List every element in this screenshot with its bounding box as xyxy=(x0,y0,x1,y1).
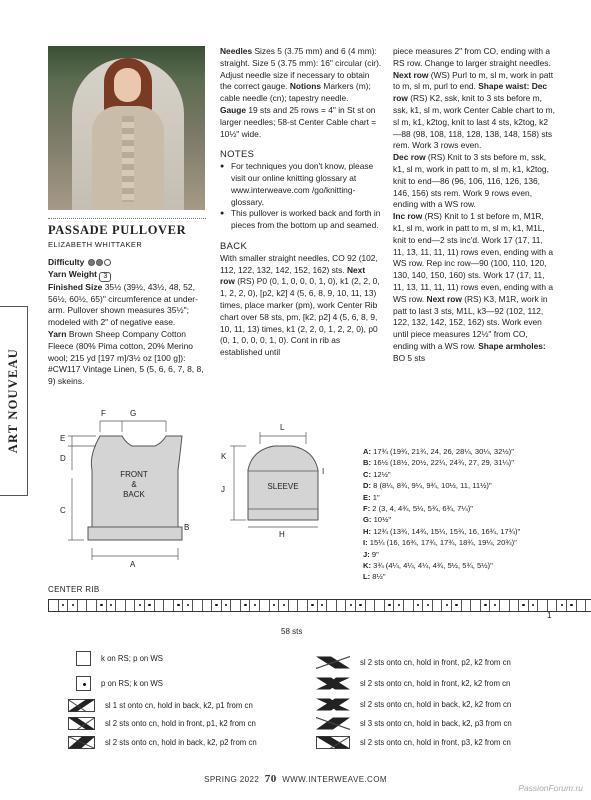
yarn-text: Brown Sheep Company Cotton Fleece (80% Pima cotton, 20% Merino wool; 215 yd [197 m]/3½ oz [100 g]): #CW117 Vintage Linen, 5 (5, 6, 6, 7, 8, 8, 9) skeins. xyxy=(48,328,204,387)
back-text-1: With smaller straight needles, CO 92 (102, 112, 122, 132, 142, 152, 162) sts. xyxy=(220,252,378,275)
chart-cell-purl xyxy=(356,600,366,611)
text-col3-2: (WS) Purl to m, sl m, work in patt to m, sl m, purl to end. xyxy=(393,69,554,92)
measurement-row: E: 1" xyxy=(363,492,380,502)
chart-cell-purl xyxy=(279,600,289,611)
gauge-label: Gauge xyxy=(220,104,247,115)
chart-cell-knit xyxy=(126,600,136,611)
measurement-row: J: 9" xyxy=(363,549,379,559)
chart-cell-purl xyxy=(394,600,404,611)
chart-cell-knit xyxy=(548,600,558,611)
legend-item: p on RS; k on WS xyxy=(76,676,163,691)
chart-cell-knit xyxy=(433,600,443,611)
finished-size-label: Finished Size xyxy=(48,281,103,292)
chart-cell-purl xyxy=(212,600,222,611)
text-col3-6: (RS) K3, M1R, work in patt to last 3 sts, M1L, k3—92 (102, 112, 122, 132, 142, 152, 162) sts. Work even until piece measures 12½" from CO, ending with a WS row. xyxy=(393,293,548,351)
text-col3-5: (RS) Knit to 1 st before m, M1R, k1, sl m, work in patt to m, sl m, k1, M1L, knit to end—2 sts inc'd. Work 17 (17, 11, 11, 13, 11, 11, 11) rows even, ending with a WS row. Rep inc row—90 (100, 110, 120, 130, 140, 150, 160) sts. Work 17 (17, 11, 11, 13, 11, 11, 11) rows even, ending with a WS row. xyxy=(393,211,553,304)
yarn-weight-badge: 3 xyxy=(99,272,111,282)
legend-item: sl 3 sts onto cn, hold in back, k2, p3 from cn xyxy=(316,717,512,730)
chart-cell-knit xyxy=(49,600,59,611)
cable-2-1-right-icon xyxy=(68,699,95,712)
chart-cell-purl xyxy=(250,600,260,611)
dim-I: I xyxy=(322,467,325,476)
cable-2-2-left-p-icon xyxy=(316,656,350,669)
issue-label: SPRING 2022 xyxy=(204,775,260,784)
next-row-label: Next row xyxy=(426,293,462,304)
front-back-line: & xyxy=(131,480,137,489)
chart-cell-purl xyxy=(97,600,107,611)
chart-cell-knit xyxy=(375,600,385,611)
shape-waist-label: Shape waist: Dec row xyxy=(393,81,548,104)
chart-row-number: 1 xyxy=(547,611,552,620)
chart-cell-knit xyxy=(366,600,376,611)
page-footer xyxy=(0,773,591,785)
chart-cell-purl xyxy=(567,600,577,611)
inc-row-label: Inc row xyxy=(393,211,423,222)
shape-armholes-label: Shape armholes: xyxy=(478,340,546,351)
chart-cell-purl xyxy=(557,600,567,611)
chart-cell-knit xyxy=(231,600,241,611)
yarn-label: Yarn xyxy=(48,328,67,339)
next-row-label: Next row xyxy=(393,69,429,80)
chart-cell-purl xyxy=(135,600,145,611)
chart-cell-knit xyxy=(164,600,174,611)
legend-item: sl 2 sts onto cn, hold in front, p3, k2 from cn xyxy=(316,736,511,749)
text-col3-1: piece measures 2" from CO, ending with a RS row. Change to larger straight needles. xyxy=(393,46,551,68)
dim-K: K xyxy=(221,452,227,461)
chart-cell-purl xyxy=(174,600,184,611)
needles-label: Needles xyxy=(220,46,253,56)
note-item: ● For techniques you don't know, please visit our online knitting glossary at www.interweave.com /go/knitting-glossary. xyxy=(220,161,382,208)
dim-L: L xyxy=(280,423,285,432)
yarn-weight-label: Yarn Weight xyxy=(48,268,97,279)
chart-cell-purl xyxy=(308,600,318,611)
chart-cell-purl xyxy=(68,600,78,611)
section-tab-label: ART NOUVEAU xyxy=(6,348,20,454)
chart-cell-purl xyxy=(270,600,280,611)
chart-cell-purl xyxy=(481,600,491,611)
chart-cell-purl xyxy=(490,600,500,611)
back-heading: BACK xyxy=(220,239,248,251)
chart-cell-knit xyxy=(193,600,203,611)
chart-cell-knit xyxy=(327,600,337,611)
measurement-row: G: 10½" xyxy=(363,515,392,525)
cable-2-2-left-icon xyxy=(316,677,350,690)
chart-cell-knit xyxy=(78,600,88,611)
notes-heading: NOTES xyxy=(220,148,255,160)
measurement-row: K: 3¾ (4¼, 4¼, 4¼, 4¾, 5½, 5¾, 5½)" xyxy=(363,561,493,571)
chart-cell-purl xyxy=(241,600,251,611)
legend-item: sl 2 sts onto cn, hold in back, k2, k2 from cn xyxy=(316,698,511,711)
cable-2-1-left-icon xyxy=(68,717,95,730)
measurement-row: B: 16½ (18½, 20½, 22¼, 24¾, 27, 29, 31¼)" xyxy=(363,458,514,468)
notions-label: Notions xyxy=(289,81,322,92)
front-back-line: FRONT xyxy=(120,470,148,479)
chart-cell-knit xyxy=(500,600,510,611)
chart-title: CENTER RIB xyxy=(48,585,100,594)
legend-item: sl 2 sts onto cn, hold in front, k2, k2 from cn xyxy=(316,677,510,690)
chart-cell-purl xyxy=(145,600,155,611)
chart-cell-purl xyxy=(59,600,69,611)
back-text-2: (RS) P0 (0, 1, 0, 0, 0, 1, 0), k1 (2, 2, 0, 1, 2, 2, 0), [p2, k2] 4 (5, 6, 8, 9, 10, 11, 13) times, place marker (pm), work Center Rib chart over 58 sts, pm, [k2, p2] 4 (5, 6, 8, 9, 10, 11, 13) times, k1 (2, 2, 0, 1, 2, 2, 0), p0 (0, 1, 0, 0, 0, 1, 0). Cont in rib as established until xyxy=(220,276,380,358)
pattern-author: ELIZABETH WHITTAKER xyxy=(48,240,143,249)
dim-C: C xyxy=(60,506,66,515)
measurement-row: L: 8½" xyxy=(363,572,386,582)
notions-text: Markers (m); cable needle (cn); tapestry needle. xyxy=(220,81,371,104)
text-col3-4: (RS) Knit to 3 sts before m, ssk, k1, sl m, work in patt to m, sl m, k1, k2tog, knit to end—86 (96, 106, 116, 126, 136, 146, 156) sts rem. Work 9 rows even, ending with a WS row. xyxy=(393,152,549,210)
page-number: 70 xyxy=(264,773,277,785)
chart-cell-purl xyxy=(318,600,328,611)
chart-cell-knit xyxy=(155,600,165,611)
measurement-row: A: 17¾ (19¾, 21¾, 24, 26, 28¼, 30¼, 32½)" xyxy=(363,447,514,456)
chart-cell-knit xyxy=(471,600,481,611)
text-col3-7: BO 5 sts xyxy=(393,352,426,363)
site-label: WWW.INTERWEAVE.COM xyxy=(282,775,387,784)
dim-B: B xyxy=(184,523,190,532)
chart-cell-purl xyxy=(385,600,395,611)
cable-2-2-right-icon xyxy=(68,736,95,749)
chart-cell-purl xyxy=(183,600,193,611)
dim-E: E xyxy=(60,434,66,443)
measurement-row: I: 15¼ (16, 16¾, 17¾, 17¾, 18¾, 19¼, 20¾)" xyxy=(363,538,517,548)
pattern-title: PASSADE PULLOVER xyxy=(48,223,187,237)
watermark: PassionForum.ru xyxy=(518,783,583,793)
finished-size-text: 35½ (39½, 43½, 48, 52, 56½, 60½, 65)" circumference at under-arm. Pullover shown measures 35½"; modeled with 2" of negative ease. xyxy=(48,281,198,328)
dim-J: J xyxy=(221,485,225,494)
measurements-list xyxy=(363,446,563,583)
chart-cell-knit xyxy=(203,600,213,611)
cable-2-2-back-icon xyxy=(316,698,350,711)
measurement-row: D: 8 (8¼, 8¾, 9¼, 9¾, 10½, 11, 11½)" xyxy=(363,481,492,491)
chart-cell-purl xyxy=(519,600,529,611)
purl-symbol-icon xyxy=(76,676,91,691)
chart-cell-purl xyxy=(452,600,462,611)
difficulty-label: Difficulty xyxy=(48,257,85,267)
dim-F: F xyxy=(101,409,106,418)
chart-cell-knit xyxy=(116,600,126,611)
cable-3-2-icon xyxy=(316,736,350,749)
legend-item: sl 2 sts onto cn, hold in front, p2, k2 from cn xyxy=(316,656,511,669)
chart-cell-purl xyxy=(107,600,117,611)
measurement-row: F: 2 (3, 4, 4¾, 5¼, 5¾, 6¾, 7¼)" xyxy=(363,504,473,514)
chart-cell-knit xyxy=(586,600,591,611)
chart-cell-knit xyxy=(289,600,299,611)
legend-item: sl 1 st onto cn, hold in back, k2, p1 from cn xyxy=(68,699,253,712)
dim-H: H xyxy=(279,530,285,539)
chart-cell-knit xyxy=(462,600,472,611)
chart-cell-purl xyxy=(222,600,232,611)
gauge-text: 19 sts and 25 rows = 4" in St st on larger needles; 58-st Center Cable chart = 10½" wide. xyxy=(220,104,377,139)
measurement-row: H: 12¾ (13¾, 14¾, 15¼, 15¾, 16, 16¾, 17¾)" xyxy=(363,526,521,536)
front-back-line: BACK xyxy=(123,490,145,499)
chart-cell-knit xyxy=(404,600,414,611)
chart-cell-knit xyxy=(87,600,97,611)
legend-item: k on RS; p on WS xyxy=(76,651,163,666)
measurement-row: C: 12½" xyxy=(363,469,391,479)
knit-symbol-icon xyxy=(76,651,91,666)
center-rib-chart xyxy=(48,599,591,612)
chart-cell-knit xyxy=(577,600,587,611)
legend-item: sl 2 sts onto cn, hold in front, p1, k2 from cn xyxy=(68,717,256,730)
sleeve-label: SLEEVE xyxy=(267,482,299,491)
chart-cell-knit xyxy=(510,600,520,611)
chart-cell-knit xyxy=(538,600,548,611)
dec-row-label: Dec row xyxy=(393,152,426,163)
dim-A: A xyxy=(130,560,136,569)
needles-text: Sizes 5 (3.75 mm) and 6 (4 mm): straight. Size 5 (3.75 mm): 16" circular (cir). Adjust needle size if necessary to obtain the correct gauge. xyxy=(220,46,382,92)
chart-cell-purl xyxy=(414,600,424,611)
chart-cell-purl xyxy=(442,600,452,611)
chart-cell-knit xyxy=(260,600,270,611)
text-col3-3: (RS) K2, ssk, knit to 3 sts before m, ssk, k1, sl m, work Center Cable chart to m, sl m, k1, k2tog, knit to last 4 sts, k2tog, k2—88 (98, 108, 118, 128, 138, 148, 158) sts rem. Work 3 rows even. xyxy=(393,93,555,151)
chart-cell-knit xyxy=(298,600,308,611)
note-item: ● This pullover is worked back and forth in pieces from the bottom up and seamed. xyxy=(220,208,382,232)
chart-cell-purl xyxy=(346,600,356,611)
cable-3-3-icon xyxy=(316,717,350,730)
legend-item: sl 2 sts onto cn, hold in back, k2, p2 from cn xyxy=(68,736,257,749)
chart-cell-knit xyxy=(337,600,347,611)
chart-stitch-count: 58 sts xyxy=(281,627,303,636)
dim-G: G xyxy=(130,409,137,418)
chart-cell-purl xyxy=(529,600,539,611)
dim-D: D xyxy=(60,454,66,463)
chart-cell-purl xyxy=(423,600,433,611)
next-row-label: Next row xyxy=(220,264,366,287)
